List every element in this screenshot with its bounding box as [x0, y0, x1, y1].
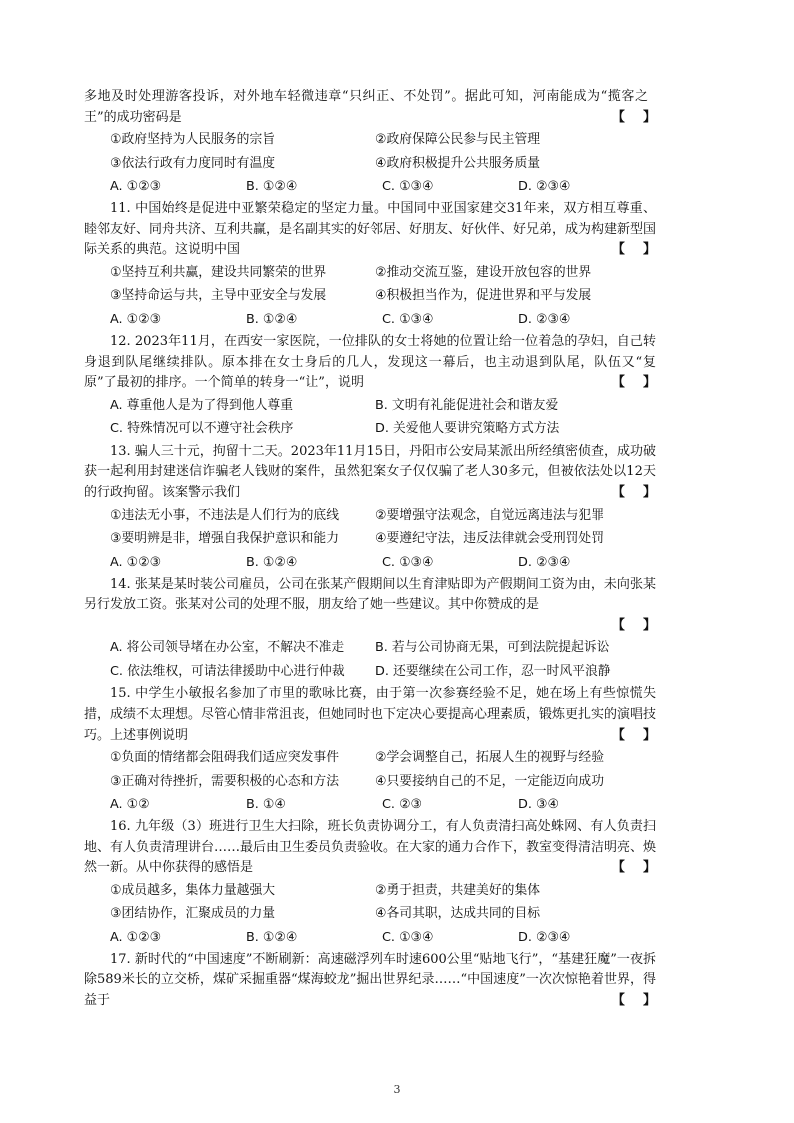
- question-text: 15. 中学生小敏报名参加了市里的歌咏比赛，由于第一次参赛经验不足，她在场上有些惊慌失措，成绩不太理想。尽管心情非常沮丧，但她同时也下定决心要提高心理素质，锻炼更扎实的演唱技巧。上述事例说明: [84, 686, 657, 743]
- statement-2: ②要增强守法观念，自觉远离违法与犯罪: [375, 507, 605, 523]
- option-a[interactable]: A. 将公司领导堵在办公室，不解决不准走: [110, 640, 345, 656]
- statement-3: ③要明辨是非，增强自我保护意识和能力: [110, 531, 340, 547]
- question-14: [84, 575, 656, 684]
- question-15: [84, 684, 656, 816]
- statement-row: [84, 746, 656, 770]
- question-10-continued: [84, 87, 656, 198]
- option-d[interactable]: D. ②③④: [518, 554, 571, 570]
- option-c[interactable]: C. ①③④: [382, 554, 434, 570]
- option-b[interactable]: B. ①②④: [246, 311, 298, 327]
- statement-2: ②政府保障公民参与民主管理: [375, 132, 541, 148]
- option-d[interactable]: D. ②③④: [518, 179, 571, 195]
- statement-row: [84, 770, 656, 794]
- question-text: 17. 新时代的“中国速度”不断刷新：高速磁浮列车时速600公里“贴地飞行”，“基建狂魔”一夜拆除589米长的立交桥，煤矿采掘重器“煤海蛟龙”掘出世界纪录……“中国速度”一次次惊艳着世界，得益于: [84, 951, 656, 1009]
- question-text: 多地及时处理游客投诉，对外地车轻微违章“只纠正、不处罚”。据此可知，河南能成为“揽客之王”的成功密码是: [84, 89, 648, 125]
- statement-4: ④各司其职，达成共同的目标: [375, 906, 541, 922]
- statement-row: [84, 152, 656, 176]
- statement-2: ②学会调整自己，拓展人生的视野与经验: [375, 750, 605, 766]
- statement-row: [84, 527, 656, 551]
- option-d[interactable]: D. ③④: [518, 797, 559, 813]
- answer-bracket[interactable]: 【 】: [611, 375, 656, 391]
- statement-row: [84, 879, 656, 903]
- page-number: 3: [393, 1083, 401, 1096]
- question-13: [84, 442, 656, 574]
- answer-bracket[interactable]: 【 】: [611, 617, 656, 633]
- answer-bracket[interactable]: 【 】: [611, 860, 656, 876]
- option-b[interactable]: B. 若与公司协商无果，可到法院提起诉讼: [375, 640, 610, 656]
- statement-1: ①成员越多，集体力量越强大: [110, 882, 276, 898]
- option-b[interactable]: B. ①④: [246, 797, 286, 813]
- option-b[interactable]: B. ①②④: [246, 554, 298, 570]
- statement-2: ②推动交流互鉴，建设开放包容的世界: [375, 264, 592, 280]
- answer-bracket-line: [84, 991, 656, 1012]
- option-c[interactable]: C. 特殊情况可以不遵守社会秩序: [110, 421, 294, 437]
- question-text: 12. 2023年11月，在西安一家医院，一位排队的女士将她的位置让给一位着急的孕妇，自己转身退到队尾继续排队。原本排在女士身后的几人，发现这一幕后，也主动退到队尾，队伍又“复原”了最初的排序。一个简单的转身一“让”，说明: [84, 333, 656, 391]
- statement-row: [84, 902, 656, 926]
- answer-bracket[interactable]: 【 】: [611, 727, 656, 743]
- option-a[interactable]: A. ①②③: [110, 929, 162, 945]
- statement-3: ③依法行政有力度同时有温度: [110, 155, 276, 171]
- statement-4: ④政府积极提升公共服务质量: [375, 155, 541, 171]
- statement-1: ①政府坚持为人民服务的宗旨: [110, 132, 276, 148]
- statement-1: ①坚持互利共赢，建设共同繁荣的世界: [110, 264, 327, 280]
- question-text: 14. 张某是某时装公司雇员，公司在张某产假期间以生育津贴即为产假期间工资为由，未向张某另行发放工资。张某对公司的处理不服，朋友给了她一些建议。其中你赞成的是: [84, 576, 656, 613]
- scan-artifact-mark: [517, 906, 525, 910]
- statement-row: [84, 261, 656, 285]
- question-12: [84, 332, 656, 441]
- answer-bracket-line: [84, 616, 656, 637]
- option-a[interactable]: A. ①②: [110, 797, 150, 813]
- question-stem: [84, 87, 656, 128]
- option-b[interactable]: B. ①②④: [246, 179, 298, 195]
- options-row: [84, 926, 656, 949]
- option-b[interactable]: B. 文明有礼能促进社会和谐友爱: [375, 397, 559, 413]
- options-row: [84, 175, 656, 198]
- options-row: [84, 417, 656, 441]
- options-row: [84, 551, 656, 574]
- option-a[interactable]: A. ①②③: [110, 554, 162, 570]
- option-a[interactable]: A. ①②③: [110, 311, 162, 327]
- statement-2: ②勇于担责，共建美好的集体: [375, 882, 541, 898]
- options-row: [84, 308, 656, 331]
- option-c[interactable]: C. ①③④: [382, 179, 434, 195]
- option-c[interactable]: C. ②③: [382, 797, 423, 813]
- question-content: [84, 86, 656, 1012]
- option-c[interactable]: C. ①③④: [382, 929, 434, 945]
- answer-bracket[interactable]: 【 】: [611, 484, 656, 500]
- question-text: 16. 九年级（3）班进行卫生大扫除，班长负责协调分工，有人负责清扫高处蛛网、有人负责扫地、有人负责清理讲台……最后由卫生委员负责验收。在大家的通力合作下，教室变得清洁明亮、焕然一新。从中你获得的感悟是: [84, 819, 657, 876]
- statement-row: [84, 284, 656, 308]
- options-row: [84, 636, 656, 660]
- options-row: [84, 394, 656, 418]
- options-row: [84, 793, 656, 816]
- question-text: 13. 骗人三十元，拘留十二天。2023年11月15日，丹阳市公安局某派出所经缜密侦查，成功破获一起利用封建迷信诈骗老人钱财的案件，虽然犯案女子仅仅骗了老人30多元，但被依法处以12天的行政拘留。该案警示我们: [84, 443, 656, 500]
- question-16: [84, 817, 656, 949]
- statement-3: ③团结协作，汇聚成员的力量: [110, 906, 276, 922]
- option-b[interactable]: B. ①②④: [246, 929, 298, 945]
- options-row: [84, 660, 656, 684]
- statement-row: [84, 504, 656, 528]
- option-a[interactable]: A. 尊重他人是为了得到他人尊重: [110, 397, 294, 413]
- option-c[interactable]: C. 依法维权，可请法律援助中心进行仲裁: [110, 663, 345, 679]
- answer-bracket[interactable]: 【 】: [611, 993, 656, 1009]
- question-17: [84, 950, 656, 1012]
- option-c[interactable]: C. ①③④: [382, 311, 434, 327]
- option-d[interactable]: D. ②③④: [518, 929, 571, 945]
- statement-1: ①负面的情绪都会阻碍我们适应突发事件: [110, 750, 340, 766]
- question-text: 11. 中国始终是促进中亚繁荣稳定的坚定力量。中国同中亚国家建交31年来，双方相互尊重、睦邻友好、同舟共济、互利共赢，是名副其实的好邻居、好朋友、好伙伴、好兄弟，成为构建新型国际关系的典范。这说明中国: [84, 201, 657, 258]
- option-d[interactable]: D. ②③④: [518, 311, 571, 327]
- answer-bracket[interactable]: 【 】: [611, 242, 656, 258]
- answer-bracket[interactable]: 【 】: [611, 109, 656, 125]
- option-d[interactable]: D. 还要继续在公司工作，忍一时风平浪静: [375, 663, 611, 679]
- option-d[interactable]: D. 关爱他人要讲究策略方式方法: [375, 421, 560, 437]
- statement-4: ④要遵纪守法，违反法律就会受刑罚处罚: [375, 531, 605, 547]
- question-11: [84, 199, 656, 331]
- statement-4: ④积极担当作为，促进世界和平与发展: [375, 288, 592, 304]
- statement-3: ③坚持命运与共，主导中亚安全与发展: [110, 288, 327, 304]
- statement-row: [84, 128, 656, 152]
- statement-4: ④只要接纳自己的不足，一定能迈向成功: [375, 773, 605, 789]
- statement-3: ③正确对待挫折，需要积极的心态和方法: [110, 773, 340, 789]
- statement-1: ①违法无小事，不违法是人们行为的底线: [110, 507, 340, 523]
- option-a[interactable]: A. ①②③: [110, 179, 162, 195]
